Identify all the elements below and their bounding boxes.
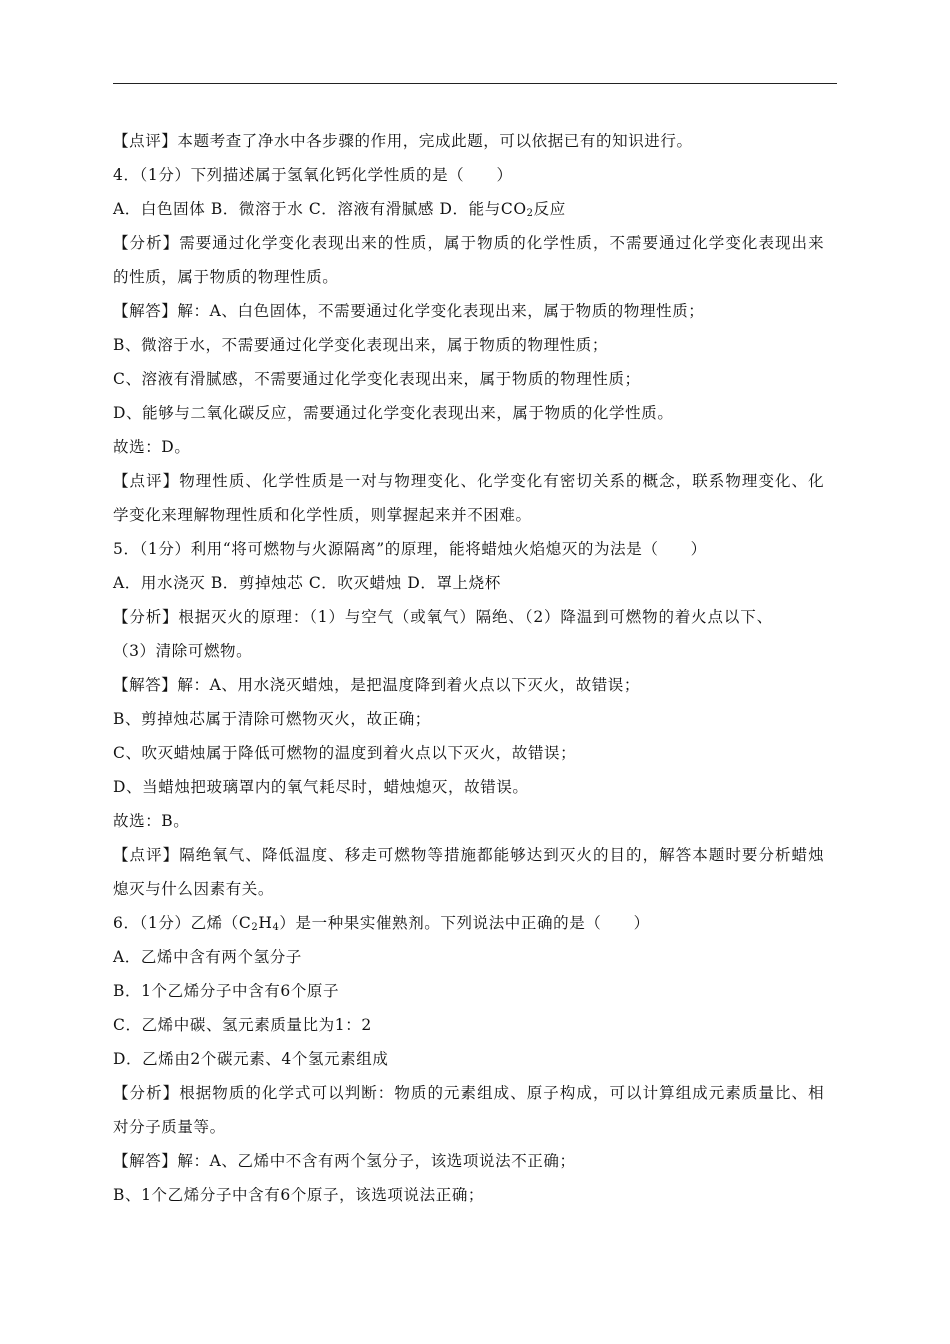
question-4-answer-d: D、能够与二氧化碳反应，需要通过化学变化表现出来，属于物质的化学性质。 [113, 404, 674, 422]
question-5-answer-b: B、剪掉烛芯属于清除可燃物灭火，故正确； [113, 710, 431, 728]
question-6-analysis-cont: 对分子质量等。 [113, 1118, 226, 1136]
header-rule [113, 83, 837, 84]
co2-subscript: 2 [526, 208, 534, 219]
question-4-analysis-cont: 的性质，属于物质的物理性质。 [113, 268, 339, 286]
question-4-review-cont: 学变化来理解物理性质和化学性质，则掌握起来并不困难。 [113, 506, 532, 524]
question-4-options-tail: 反应 [533, 200, 566, 218]
question-6-option-b: B．1个乙烯分子中含有6个原子 [113, 982, 340, 1000]
question-6-answer-b: B、1个乙烯分子中含有6个原子，该选项说法正确； [113, 1186, 485, 1204]
question-5-review: 【点评】隔绝氧气、降低温度、移走可燃物等措施都能够达到灭火的目的，解答本题时要分析蜡烛 [113, 846, 825, 864]
question-6-stem [113, 906, 839, 940]
c2h4-subscript-2: 2 [251, 922, 259, 933]
question-6-option-c: C．乙烯中碳、氢元素质量比为1：2 [113, 1016, 372, 1034]
question-4-answer-c: C、溶液有滑腻感，不需要通过化学变化表现出来，属于物质的物理性质； [113, 370, 641, 388]
question-4-answer-b: B、微溶于水，不需要通过化学变化表现出来，属于物质的物理性质； [113, 336, 608, 354]
question-4-options-text: A．白色固体 B．微溶于水 C．溶液有滑腻感 D．能与CO [113, 200, 527, 218]
question-4-review: 【点评】物理性质、化学性质是一对与物理变化、化学变化有密切关系的概念，联系物理变化、化 [113, 472, 825, 490]
question-6-answer-a: 【解答】解：A、乙烯中不含有两个氢分子，该选项说法不正确； [113, 1152, 576, 1170]
question-6-option-a: A．乙烯中含有两个氢分子 [113, 948, 302, 966]
question-5-analysis-cont: （3）清除可燃物。 [113, 642, 253, 660]
question-5-options: A．用水浇灭 B．剪掉烛芯 C．吹灭蜡烛 D．罩上烧杯 [113, 574, 501, 592]
question-5-answer-d: D、当蜡烛把玻璃罩内的氧气耗尽时，蜡烛熄灭，故错误。 [113, 778, 529, 796]
document-body [113, 124, 839, 1212]
question-6-stem-head: 6．（1分）乙烯（C [113, 914, 252, 932]
question-5-analysis: 【分析】根据灭火的原理：（1）与空气（或氧气）隔绝、（2）降温到可燃物的着火点以下、 [113, 608, 773, 626]
question-4-answer-a: 【解答】解：A、白色固体，不需要通过化学变化表现出来，属于物质的物理性质； [113, 302, 705, 320]
question-4-options [113, 192, 839, 226]
question-4-choice: 故选：D。 [113, 438, 191, 456]
question-4-analysis: 【分析】需要通过化学变化表现出来的性质，属于物质的化学性质，不需要通过化学变化表现出来 [113, 234, 825, 252]
c2h4-subscript-4: 4 [272, 922, 280, 933]
review-note-q3: 【点评】本题考查了净水中各步骤的作用，完成此题，可以依据已有的知识进行。 [113, 132, 693, 150]
question-5-answer-c: C、吹灭蜡烛属于降低可燃物的温度到着火点以下灭火，故错误； [113, 744, 577, 762]
question-5-choice: 故选：B。 [113, 812, 190, 830]
question-6-stem-tail: ）是一种果实催熟剂。下列说法中正确的是（ ） [279, 914, 650, 932]
question-4-stem: 4．（1分）下列描述属于氢氧化钙化学性质的是（ ） [113, 166, 513, 184]
question-6-analysis: 【分析】根据物质的化学式可以判断：物质的元素组成、原子构成，可以计算组成元素质量比、相 [113, 1084, 825, 1102]
question-6-option-d: D．乙烯由2个碳元素、4个氢元素组成 [113, 1050, 389, 1068]
question-5-stem: 5．（1分）利用“将可燃物与火源隔离”的原理，能将蜡烛火焰熄灭的为法是（ ） [113, 540, 707, 558]
question-5-review-cont: 熄灭与什么因素有关。 [113, 880, 275, 898]
question-5-answer-a: 【解答】解：A、用水浇灭蜡烛，是把温度降到着火点以下灭火，故错误； [113, 676, 640, 694]
c2h4-hydrogen: H [258, 914, 273, 932]
